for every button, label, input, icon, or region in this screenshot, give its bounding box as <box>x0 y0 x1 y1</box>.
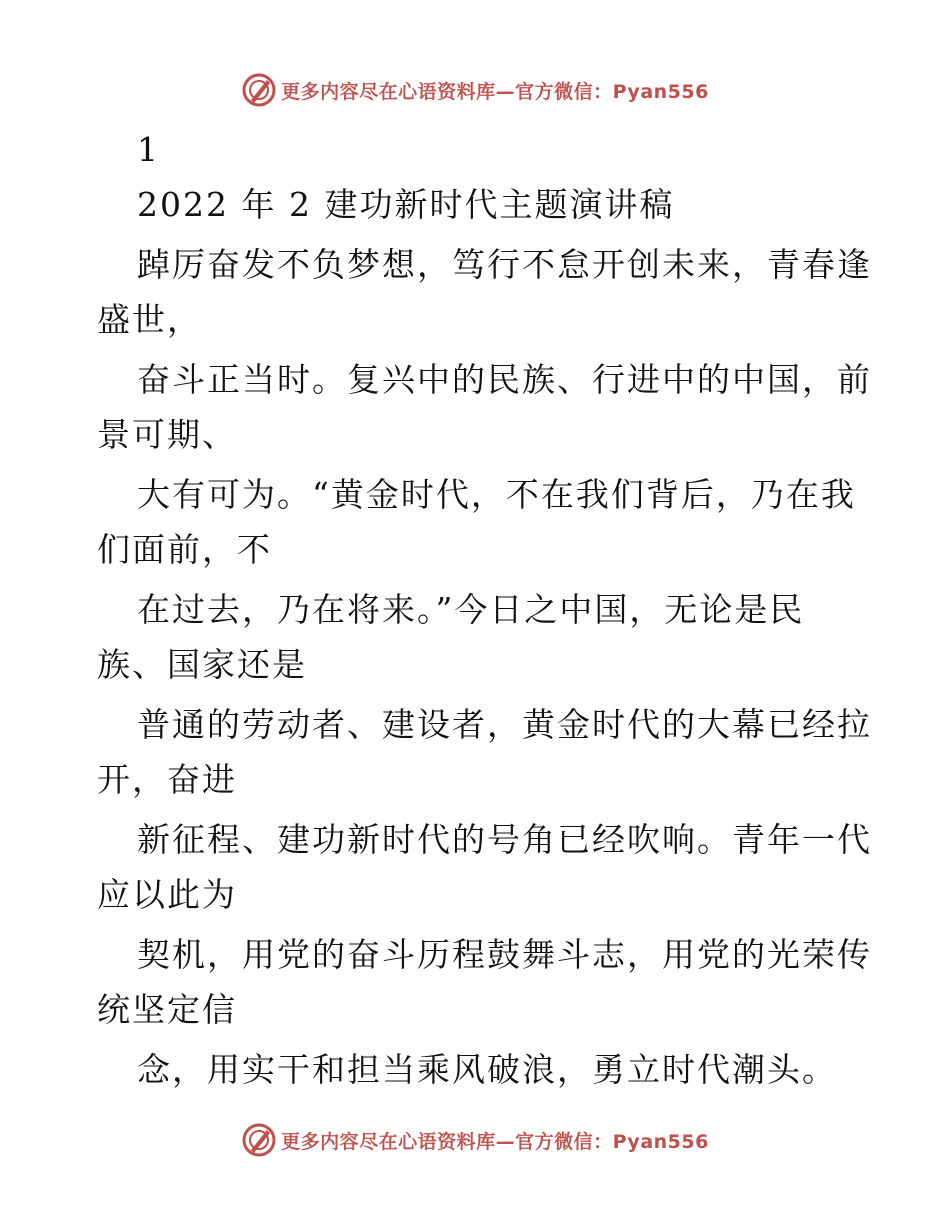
header-banner-text: 更多内容尽在心语资料库—官方微信：Pyan556 <box>281 80 709 103</box>
document-title: 2022 年 2 建功新时代主题演讲稿 <box>137 185 675 224</box>
paragraph-line: 们面前，不 <box>97 530 272 569</box>
paragraph-line: 契机，用党的奋斗历程鼓舞斗志，用党的光荣传 <box>137 935 872 974</box>
paragraph-line: 盛世， <box>97 300 202 339</box>
paragraph-line: 应以此为 <box>97 875 237 914</box>
paragraph-line: 奋斗正当时。复兴中的民族、行进中的中国，前 <box>137 360 872 399</box>
paragraph-line: 族、国家还是 <box>97 645 307 684</box>
paragraph-line: 在过去，乃在将来。”今日之中国，无论是民 <box>137 590 805 629</box>
paragraph-line: 普通的劳动者、建设者，黄金时代的大幕已经拉 <box>137 705 872 744</box>
paragraph-line: 踔厉奋发不负梦想，笃行不怠开创未来，青春逢 <box>137 245 872 284</box>
paragraph-line: 统坚定信 <box>97 990 237 1029</box>
paragraph-line: 开，奋进 <box>97 760 237 799</box>
page-number: 1 <box>137 130 160 169</box>
paragraph-line: 大有可为。“黄金时代，不在我们背后，乃在我 <box>137 475 856 514</box>
paragraph-line: 景可期、 <box>97 415 237 454</box>
header-banner <box>0 70 950 110</box>
footer-banner-text: 更多内容尽在心语资料库—官方微信：Pyan556 <box>281 1130 709 1153</box>
paragraph-line: 念，用实干和担当乘风破浪，勇立时代潮头。 <box>137 1050 837 1089</box>
paragraph-line: 新征程、建功新时代的号角已经吹响。青年一代 <box>137 820 872 859</box>
pen-logo-icon <box>241 72 277 108</box>
pen-logo-icon <box>241 1122 277 1158</box>
footer-banner <box>0 1120 950 1160</box>
